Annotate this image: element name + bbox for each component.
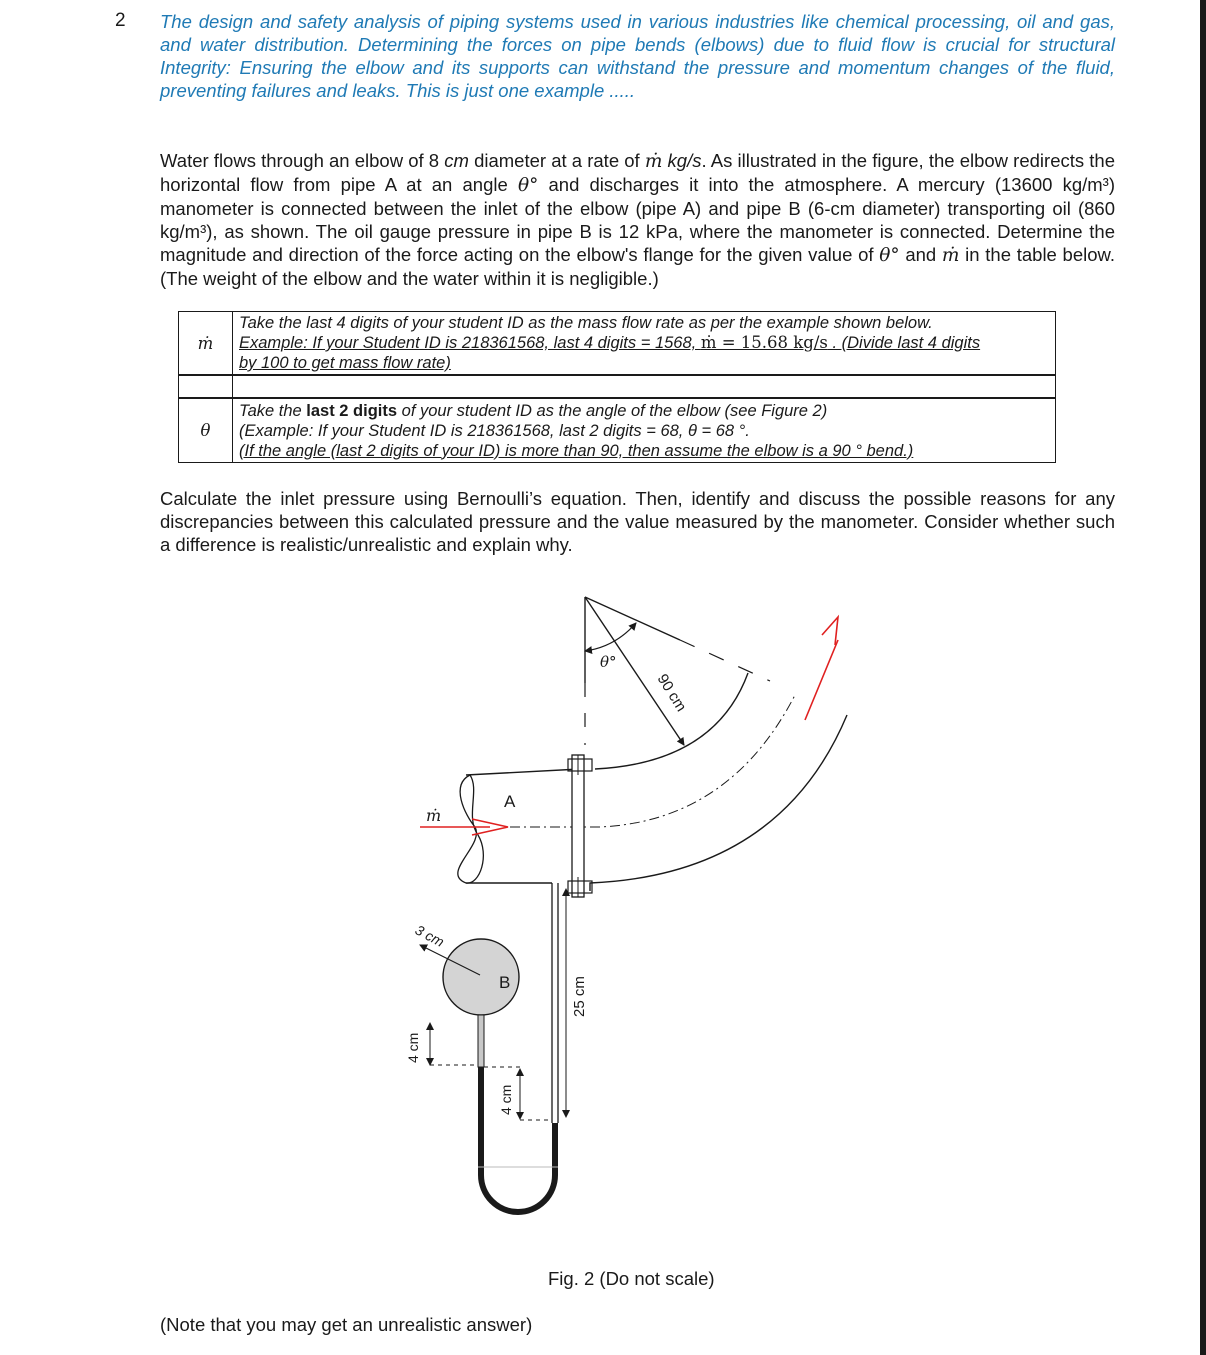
angle-line-1a: Take the	[239, 401, 307, 420]
manometer-u-tube	[481, 1067, 555, 1212]
dim-4cm-left-label: 4 cm	[405, 1032, 421, 1063]
discharge-arrow-head	[822, 617, 838, 645]
dim-4cm-tube-label: 4 cm	[498, 1084, 514, 1115]
angle-label: θ°	[600, 653, 617, 671]
mass-flow-line-1: Take the last 4 digits of your student ID as the mass flow rate as per the example shown below.	[239, 314, 933, 332]
mass-flow-line-3	[239, 353, 1049, 373]
figure-caption: Fig. 2 (Do not scale)	[548, 1268, 715, 1289]
angle-line-3-text: (If the angle (last 2 digits of your ID) is more than 90, then assume the elbow is a 90 ° bend.)	[239, 441, 914, 460]
mdot-symbol-2: ṁ	[941, 245, 960, 266]
dim-25cm-label: 25 cm	[571, 976, 588, 1017]
problem-statement	[160, 149, 1115, 290]
bernoulli-paragraph: Calculate the inlet pressure using Bernoulli’s equation. Then, identify and discuss the possible reasons for any discrepancies between this calculated pressure and the value measured by the manometer. Consider whether such a difference is realistic/unrealistic and explain why.	[160, 488, 1115, 555]
pipe-a-label: A	[504, 792, 516, 811]
unit-kgs: kg/s	[662, 150, 702, 171]
mdot-table-symbol: ṁ	[179, 312, 233, 375]
spacer-cell-right	[233, 376, 1056, 398]
mass-flow-line-2c: . (Divide last 4 digits	[827, 334, 981, 352]
intro-paragraph: The design and safety analysis of piping systems used in various industries like chemical processing, oil and gas, and water distribution. Determining the forces on pipe bends (elbows) due to fluid flow is crucial for structural Integrity: Ensuring the elbow and its supports can withstand the pressure and momentum changes of the fluid, preventing failures and leaks. This is just one example .....	[160, 11, 1115, 101]
angle-line-1	[239, 401, 1049, 421]
problem-text-2: diameter at a rate of	[468, 150, 645, 171]
radius-dash-top	[680, 640, 770, 681]
angle-instructions	[233, 399, 1056, 463]
mdot-symbol: ṁ	[644, 151, 663, 172]
question-number: 2	[115, 10, 126, 31]
radius-label: 90 cm	[653, 671, 690, 715]
manometer-left-leg-oil	[478, 1015, 484, 1067]
problem-text-1: Water flows through an elbow of 8	[160, 150, 445, 171]
spacer-cell-left	[179, 376, 233, 398]
theta-symbol-2: θ°	[879, 245, 900, 266]
note-text: (Note that you may get an unrealistic answer)	[160, 1314, 533, 1335]
elbow-centerline	[510, 695, 795, 827]
discharge-arrow	[805, 640, 838, 720]
mass-flow-line-2	[239, 333, 1049, 353]
table-spacer-row	[178, 375, 1056, 398]
pipe-b-label: B	[499, 973, 511, 992]
problem-text-6: in the table below. (The weight of the elbow and the water within it is negligible.)	[160, 244, 1116, 289]
mass-flow-table-row	[178, 311, 1056, 375]
mass-flow-line-3-text: by 100 to get mass flow rate)	[239, 354, 451, 372]
angle-line-1b: last 2 digits	[306, 401, 398, 420]
pipe-a-break-curve	[458, 775, 484, 883]
mass-flow-instructions	[233, 312, 1056, 375]
problem-text-4: and discharges it into the atmosphere. A mercury (13600 kg/m³) manometer is connected between the inlet of the elbow (pipe A) and pipe B (6-cm diameter) transporting oil (860 kg/m³), as shown. The oil gauge pressure in pipe B is 12 kPa, where the manometer is connected. Determine the magnitude and direction of the force acting on the elbow's flange for the given value of	[160, 174, 1116, 265]
elbow-figure	[380, 585, 900, 1225]
mass-flow-line-2b: ṁ = 15.68 kg/s	[700, 333, 828, 352]
unit-cm: cm	[444, 150, 469, 171]
flow-rate-label: ṁ	[426, 806, 442, 825]
mass-flow-line-2a: Example: If your Student ID is 218361568, last 4 digits = 1568,	[239, 334, 701, 352]
elbow-outer-wall	[590, 715, 847, 891]
problem-text-3: . As illustrated in the figure, the elbow redirects the horizontal flow from pipe A at an angle	[160, 150, 1115, 195]
flange-plate	[572, 755, 584, 897]
pipe-a-top-wall	[466, 769, 580, 775]
angle-line-1c: of your student ID as the angle of the elbow (see Figure 2)	[397, 401, 828, 420]
angle-arc	[585, 623, 636, 651]
angle-table-row	[178, 398, 1056, 463]
angle-line-3	[239, 441, 1049, 461]
page-edge-rule	[1200, 0, 1206, 1355]
problem-text-5: and	[899, 244, 942, 265]
theta-symbol: θ°	[517, 175, 539, 196]
theta-table-symbol: θ	[179, 399, 233, 463]
angle-line-2: (Example: If your Student ID is 218361568, last 2 digits = 68, θ = 68 °.	[239, 421, 750, 440]
dim-3cm-label: 3 cm	[412, 921, 447, 950]
